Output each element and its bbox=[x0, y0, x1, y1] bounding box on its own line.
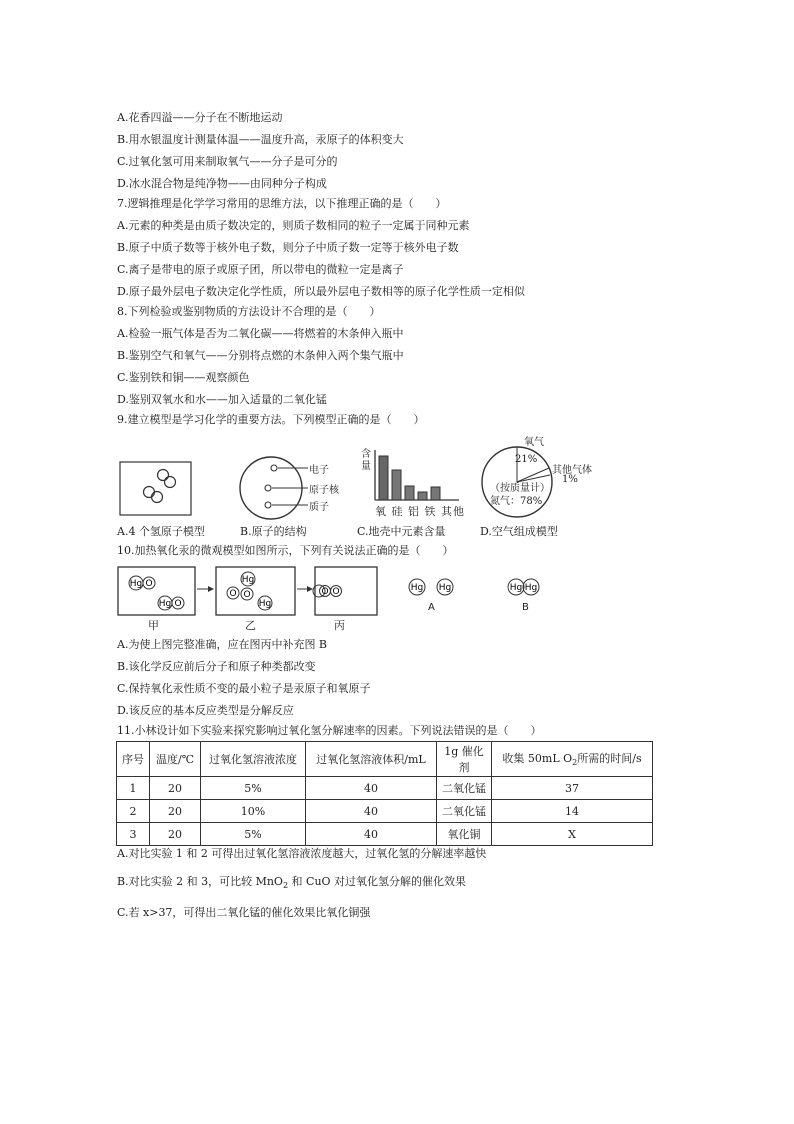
q9-caption-c: C.地壳中元素含量 bbox=[357, 525, 446, 538]
q8-option-c: C.鉴别铁和铜——观察颜色 bbox=[117, 371, 250, 384]
svg-text:O: O bbox=[145, 579, 153, 589]
cell-temperature: 20 bbox=[150, 823, 201, 846]
q10-option-d: D.该反应的基本反应类型是分解反应 bbox=[117, 704, 294, 717]
cell-index: 3 bbox=[117, 823, 150, 846]
pie-label-other: 其他气体 bbox=[552, 465, 592, 476]
cell-time: 14 bbox=[492, 800, 653, 823]
cell-time: 37 bbox=[492, 777, 653, 800]
box-label-yi: 乙 bbox=[245, 619, 256, 632]
header-volume: 过氧化氢溶液体积/mL bbox=[306, 742, 437, 777]
atom-structure-diagram bbox=[238, 454, 308, 524]
figure-label-a: A bbox=[428, 602, 435, 613]
q7-option-d: D.原子最外层电子数决定化学性质，所以最外层电子数相等的原子化学性质一定相似 bbox=[117, 285, 525, 298]
q8-option-d: D.鉴别双氧水和水——加入适量的二氧化锰 bbox=[117, 393, 327, 406]
q11-stem: 11.小林设计如下实验来探究影响过氧化氢分解速率的因素。下列说法错误的是（ ） bbox=[117, 724, 542, 737]
atom-label-nucleus: 原子核 bbox=[309, 485, 339, 496]
cell-time: X bbox=[492, 823, 653, 846]
q8-stem: 8.下列检验或鉴别物质的方法设计不合理的是（ ） bbox=[117, 305, 381, 318]
q10-option-c: C.保持氧化汞性质不变的最小粒子是汞原子和氧原子 bbox=[117, 682, 371, 695]
atom-label-electron: 电子 bbox=[309, 465, 329, 476]
cell-volume: 40 bbox=[306, 800, 437, 823]
q9-caption-b: B.原子的结构 bbox=[240, 525, 307, 538]
svg-text:Hg: Hg bbox=[241, 575, 255, 585]
pie-note: （按质量计） bbox=[490, 483, 550, 494]
header-index: 序号 bbox=[117, 742, 150, 777]
header-temperature: 温度/℃ bbox=[150, 742, 201, 777]
cell-catalyst: 二氧化锰 bbox=[437, 777, 492, 800]
cell-concentration: 5% bbox=[201, 823, 306, 846]
pie-other-percent: 1% bbox=[562, 474, 578, 485]
table-header-row bbox=[117, 742, 653, 777]
svg-text:Hg: Hg bbox=[524, 583, 538, 593]
cell-concentration: 5% bbox=[201, 777, 306, 800]
header-catalyst: 1g 催化剂 bbox=[437, 742, 492, 777]
svg-text:O: O bbox=[174, 599, 182, 609]
atom-label-proton: 质子 bbox=[309, 502, 329, 513]
bar-category-labels: 氧 硅 铝 铁 其他 bbox=[375, 505, 465, 518]
svg-text:Hg: Hg bbox=[129, 579, 143, 589]
cell-index: 1 bbox=[117, 777, 150, 800]
q9-stem: 9.建立模型是学习化学的重要方法。下列模型正确的是（ ） bbox=[117, 413, 425, 426]
pie-oxygen-percent: 21% bbox=[515, 454, 538, 465]
header-concentration: 过氧化氢溶液浓度 bbox=[201, 742, 306, 777]
q7-stem: 7.逻辑推理是化学学习常用的思维方法，以下推理正确的是（ ） bbox=[117, 197, 447, 210]
q8-option-b: B.鉴别空气和氧气——分别将点燃的木条伸入两个集气瓶中 bbox=[117, 349, 404, 362]
svg-text:O: O bbox=[332, 587, 340, 597]
bar-y-label: 含量 bbox=[361, 449, 371, 472]
q6-option-b: B.用水银温度计测量体温——温度升高，汞原子的体积变大 bbox=[117, 133, 404, 146]
q9-caption-d: D.空气组成模型 bbox=[480, 525, 558, 538]
box-label-bing: 丙 bbox=[334, 619, 345, 632]
q10-option-b: B.该化学反应前后分子和原子种类都改变 bbox=[117, 660, 316, 673]
q8-option-a: A.检验一瓶气体是否为二氧化碳——将燃着的木条伸入瓶中 bbox=[117, 327, 404, 340]
q11-option-c: C.若 x>37，可得出二氧化锰的催化效果比氧化铜强 bbox=[117, 906, 371, 919]
q10-stem: 10.加热氧化汞的微观模型如图所示，下列有关说法正确的是（ ） bbox=[117, 544, 454, 557]
svg-text:O: O bbox=[243, 590, 251, 600]
table-row bbox=[117, 777, 653, 800]
cell-concentration: 10% bbox=[201, 800, 306, 823]
svg-text:Hg: Hg bbox=[509, 583, 523, 593]
experiment-table bbox=[116, 741, 653, 846]
svg-text:O: O bbox=[321, 587, 329, 597]
mercury-oxide-model-diagram bbox=[115, 563, 595, 623]
q6-option-a: A.花香四溢——分子在不断地运动 bbox=[117, 111, 283, 124]
crust-element-bar-chart bbox=[373, 450, 459, 502]
q11-option-b: B.对比实验 2 和 3，可比较 MnO$_2$ 和 CuO 对过氧化氢分解的催化效果 bbox=[117, 875, 467, 891]
svg-text:Hg: Hg bbox=[258, 599, 272, 609]
figure-label-b: B bbox=[522, 602, 529, 613]
q7-option-b: B.原子中质子数等于核外电子数，则分子中质子数一定等于核外电子数 bbox=[117, 241, 459, 254]
q6-option-d: D.冰水混合物是纯净物——由同种分子构成 bbox=[117, 177, 327, 190]
q6-option-c: C.过氧化氢可用来制取氧气——分子是可分的 bbox=[117, 155, 338, 168]
cell-temperature: 20 bbox=[150, 777, 201, 800]
table-row bbox=[117, 800, 653, 823]
svg-text:Hg: Hg bbox=[158, 599, 172, 609]
cell-index: 2 bbox=[117, 800, 150, 823]
cell-temperature: 20 bbox=[150, 800, 201, 823]
svg-text:O: O bbox=[229, 589, 237, 599]
table-row bbox=[117, 823, 653, 846]
cell-catalyst: 二氧化锰 bbox=[437, 800, 492, 823]
cell-catalyst: 氧化铜 bbox=[437, 823, 492, 846]
pie-label-oxygen: 氧气 bbox=[524, 437, 544, 448]
q7-option-c: C.离子是带电的原子或原子团，所以带电的微粒一定是离子 bbox=[117, 263, 404, 276]
cell-volume: 40 bbox=[306, 823, 437, 846]
q10-option-a: A.为使上图完整准确，应在图丙中补充图 B bbox=[117, 638, 328, 651]
q9-caption-a: A.4 个氢原子模型 bbox=[117, 525, 205, 538]
cell-volume: 40 bbox=[306, 777, 437, 800]
svg-text:Hg: Hg bbox=[438, 583, 452, 593]
q11-option-a: A.对比实验 1 和 2 可得出过氧化氢溶液浓度越大，过氧化氢的分解速率越快 bbox=[117, 847, 487, 860]
svg-text:Hg: Hg bbox=[410, 583, 424, 593]
hydrogen-atoms-model bbox=[119, 461, 193, 517]
box-label-jia: 甲 bbox=[148, 619, 159, 632]
header-time: 收集 50mL $O_2$所需的时间/s bbox=[492, 742, 653, 777]
q7-option-a: A.元素的种类是由质子数决定的，则质子数相同的粒子一定属于同种元素 bbox=[117, 219, 470, 232]
pie-label-nitrogen: 氮气：78% bbox=[490, 496, 543, 507]
